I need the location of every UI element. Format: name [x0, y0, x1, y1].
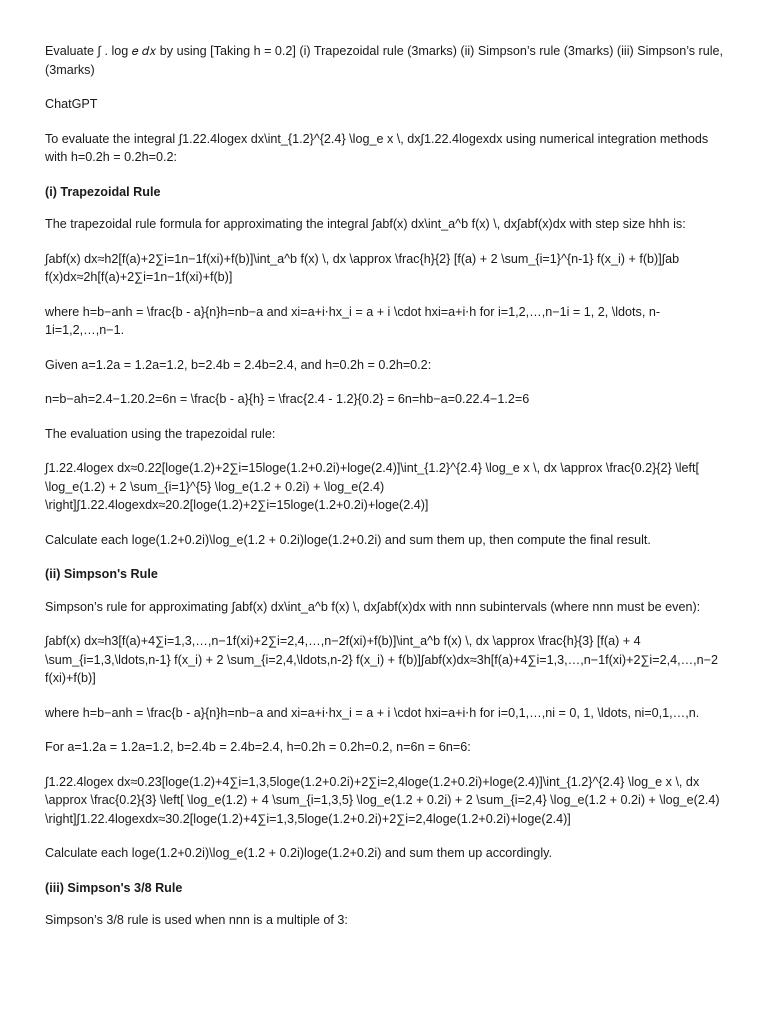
trapezoidal-eval-intro: The evaluation using the trapezoidal rule: — [45, 426, 276, 441]
trapezoidal-calc-note: Calculate each loge(1.2+0.2i)\log_e(1.2 + 0.2i)loge(1.2+0.2i) and sum them up, then compute the final result. — [45, 532, 651, 547]
intro-paragraph: To evaluate the integral ∫1.22.4logex dx\int_{1.2}^{2.4} \log_e x \, dx∫1.22.4logexdx using numerical integration methods with h=0.2h = 0.2h=0.2: — [45, 131, 709, 164]
n-calculation: n=b−ah=2.4−1.20.2=6n = \frac{b - a}{h} = \frac{2.4 - 1.2}{0.2} = 6n=hb−a=0.22.4−1.2=6 — [45, 392, 530, 406]
speaker-label: ChatGPT — [45, 97, 98, 111]
simpson-calc-note: Calculate each loge(1.2+0.2i)\log_e(1.2 + 0.2i)loge(1.2+0.2i) and sum them up accordingly. — [45, 846, 552, 860]
trapezoidal-where: where h=b−anh = \frac{b - a}{n}h=nb−a and xi=a+i⋅hx_i = a + i \cdot hxi=a+i⋅h for i=1,2,…,n−1i = 1, 2, \ldots, n-1i=1,2,…,n−1. — [45, 304, 661, 337]
simpson-heading: (ii) Simpson's Rule — [45, 567, 158, 581]
trapezoidal-heading: (i) Trapezoidal Rule — [45, 184, 161, 199]
simpson-formula: ∫abf(x) dx≈h3[f(a)+4∑i=1,3,…,n−1f(xi)+2∑i=2,4,…,n−2f(xi)+f(b)]\int_a^b f(x) \, dx \approx \frac{h}{3} [f(a) + 4 \sum_{i=1,3,\ldots,n-1} f(x_i) + 2 \sum_{i=2,4,\ldots,n-2} f(x_i) + f(b)]∫abf(x)dx≈3h[f(a)+4∑i=1,3,…,n−1f(xi)+2∑i=2,4,…,n−2 f(xi)+f(b)] — [45, 634, 719, 685]
simpson-38-intro: Simpson’s 3/8 rule is used when nnn is a multiple of 3: — [45, 913, 348, 927]
simpson-38-heading: (iii) Simpson's 3/8 Rule — [45, 880, 183, 895]
given-values: Given a=1.2a = 1.2a=1.2, b=2.4b = 2.4b=2.4, and h=0.2h = 0.2h=0.2: — [45, 357, 432, 372]
question-text: Evaluate ∫ . log 𝑒 𝑑𝑥 by using [Taking h = 0.2] (i) Trapezoidal rule (3marks) (ii) Simpson’s rule (3marks) (iii) Simpson’s rule, (3marks) — [45, 44, 724, 77]
simpson-given: For a=1.2a = 1.2a=1.2, b=2.4b = 2.4b=2.4, h=0.2h = 0.2h=0.2, n=6n = 6n=6: — [45, 740, 471, 754]
simpson-evaluation: ∫1.22.4logex dx≈0.23[loge(1.2)+4∑i=1,3,5loge(1.2+0.2i)+2∑i=2,4loge(1.2+0.2i)+loge(2.4)]\int_{1.2}^{2.4} \log_e x \, dx \approx \frac{0.2}{3} \left[ \log_e(1.2) + 4 \sum_{i=1,3,5} \log_e(1.2 + 0.2i) + 2 \sum_{i=2,4} \log_e(1.2 + 0.2i) + \log_e(2.4) \right]∫1.22.4logexdx≈30.2[loge(1.2)+4∑i=1,3,5loge(1.2+0.2i)+2∑i=2,4loge(1.2+0.2i)+loge(2.4)] — [45, 774, 720, 826]
document-body — [45, 42, 725, 946]
trapezoidal-formula: ∫abf(x) dx≈h2[f(a)+2∑i=1n−1f(xi)+f(b)]\int_a^b f(x) \, dx \approx \frac{h}{2} [f(a) + 2 \sum_{i=1}^{n-1} f(x_i) + f(b)]∫ab f(x)dx≈2h[f(a)+2∑i=1n−1f(xi)+f(b)] — [45, 251, 680, 284]
simpson-where: where h=b−anh = \frac{b - a}{n}h=nb−a and xi=a+i⋅hx_i = a + i \cdot hxi=a+i⋅h for i=0,1,…,ni = 0, 1, \ldots, ni=0,1,…,n. — [45, 705, 700, 720]
trapezoidal-intro: The trapezoidal rule formula for approximating the integral ∫abf(x) dx\int_a^b f(x) \, dx∫abf(x)dx with step size hhh is: — [45, 217, 686, 231]
trapezoidal-evaluation: ∫1.22.4logex dx≈0.22[loge(1.2)+2∑i=15loge(1.2+0.2i)+loge(2.4)]\int_{1.2}^{2.4} \log_e x \, dx \approx \frac{0.2}{2} \left[ \log_e(1.2) + 2 \sum_{i=1}^{5} \log_e(1.2 + 0.2i) + \log_e(2.4) \right]∫1.22.4logexdx≈20.2[loge(1.2)+2∑i=15loge(1.2+0.2i)+loge(2.4)] — [45, 461, 700, 512]
simpson-intro: Simpson’s rule for approximating ∫abf(x) dx\int_a^b f(x) \, dx∫abf(x)dx with nnn subintervals (where nnn must be even): — [45, 599, 701, 614]
